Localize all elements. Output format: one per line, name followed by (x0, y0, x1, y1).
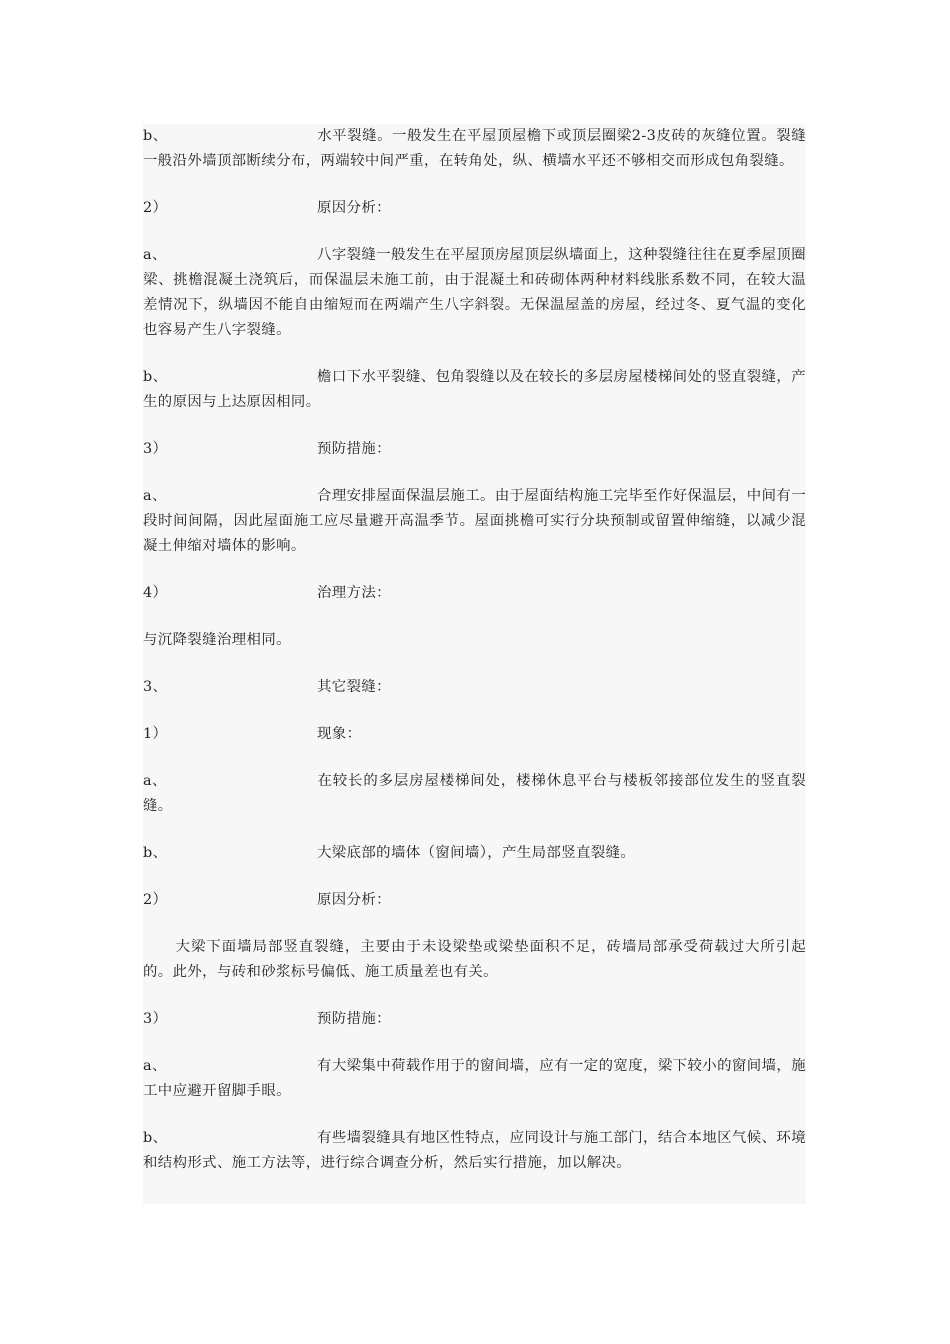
paragraph-text: 治理方法： (317, 585, 391, 601)
paragraph-text: 合理安排屋面保温层施工。由于屋面结构施工完毕至作好保温层，中间有一段时间间隔，因此屋面施工应尽量避开高温季节。屋面挑檐可实行分块预制或留置伸缩缝，以减少混凝土伸缩对墙体的影响。 (143, 488, 806, 554)
paragraph-marker: b、 (143, 369, 168, 385)
paragraph-12 (143, 841, 806, 866)
paragraph-14 (143, 935, 806, 985)
paragraph-3 (143, 243, 806, 343)
paragraph-text: 有大梁集中荷载作用于的窗间墙，应有一定的宽度，梁下较小的窗间墙，施工中应避开留脚手眼。 (143, 1058, 806, 1099)
paragraph-9 (143, 675, 806, 700)
paragraph-8 (143, 628, 806, 653)
paragraph-text: 大梁底部的墙体（窗间墙），产生局部竖直裂缝。 (317, 845, 636, 861)
paragraph-15 (143, 1007, 806, 1032)
paragraph-text: 水平裂缝。一般发生在平屋顶屋檐下或顶层圈梁2-3皮砖的灰缝位置。裂缝一般沿外墙顶部断续分布，两端较中间严重，在转角处，纵、横墙水平还不够相交而形成包角裂缝。 (143, 128, 806, 169)
paragraph-marker: b、 (143, 128, 168, 144)
paragraph-marker: 2） (143, 892, 168, 908)
paragraph-marker: 3） (143, 1011, 168, 1027)
paragraph-text: 预防措施： (317, 441, 391, 457)
paragraph-text: 与沉降裂缝治理相同。 (143, 632, 291, 648)
paragraph-11 (143, 769, 806, 819)
paragraph-text: 预防措施： (317, 1011, 391, 1027)
paragraph-text: 原因分析： (317, 892, 391, 908)
paragraph-marker: b、 (143, 845, 168, 861)
paragraph-marker: a、 (143, 1058, 167, 1074)
paragraph-text: 其它裂缝： (317, 679, 391, 695)
paragraph-7 (143, 581, 806, 606)
paragraph-13 (143, 888, 806, 913)
paragraph-10 (143, 722, 806, 747)
paragraph-marker: 3、 (143, 679, 168, 695)
paragraph-marker: a、 (143, 773, 167, 789)
paragraph-text: 原因分析： (317, 200, 391, 216)
paragraph-4 (143, 365, 806, 415)
paragraph-marker: 2） (143, 200, 168, 216)
paragraph-text: 八字裂缝一般发生在平屋顶房屋顶层纵墙面上，这种裂缝往往在夏季屋顶圈梁、挑檐混凝土浇筑后，而保温层未施工前，由于混凝土和砖砌体两种材料线胀系数不同，在较大温差情况下，纵墙因不能自由缩短而在两端产生八字斜裂。无保温屋盖的房屋，经过冬、夏气温的变化也容易产生八字裂缝。 (143, 247, 806, 338)
paragraph-text: 现象： (317, 726, 362, 742)
paragraph-marker: 4） (143, 585, 168, 601)
paragraph-text: 在较长的多层房屋楼梯间处，楼梯休息平台与楼板邻接部位发生的竖直裂缝。 (143, 773, 806, 814)
paragraph-text: 大梁下面墙局部竖直裂缝，主要由于未设梁垫或梁垫面积不足，砖墙局部承受荷载过大所引起的。此外，与砖和砂浆标号偏低、施工质量差也有关。 (143, 939, 806, 980)
paragraph-text: 檐口下水平裂缝、包角裂缝以及在较长的多层房屋楼梯间处的竖直裂缝，产生的原因与上达原因相同。 (143, 369, 806, 410)
paragraph-2 (143, 196, 806, 221)
paragraph-5 (143, 437, 806, 462)
paragraph-17 (143, 1126, 806, 1176)
paragraph-marker: 1） (143, 726, 168, 742)
paragraph-6 (143, 484, 806, 559)
document-body (143, 124, 806, 1204)
paragraph-marker: a、 (143, 488, 167, 504)
paragraph-marker: a、 (143, 247, 167, 263)
paragraph-text: 有些墙裂缝具有地区性特点，应同设计与施工部门，结合本地区气候、环境和结构形式、施工方法等，进行综合调查分析，然后实行措施，加以解决。 (143, 1130, 806, 1171)
paragraph-16 (143, 1054, 806, 1104)
paragraph-marker: b、 (143, 1130, 168, 1146)
paragraph-marker: 3） (143, 441, 168, 457)
paragraph-1 (143, 124, 806, 174)
